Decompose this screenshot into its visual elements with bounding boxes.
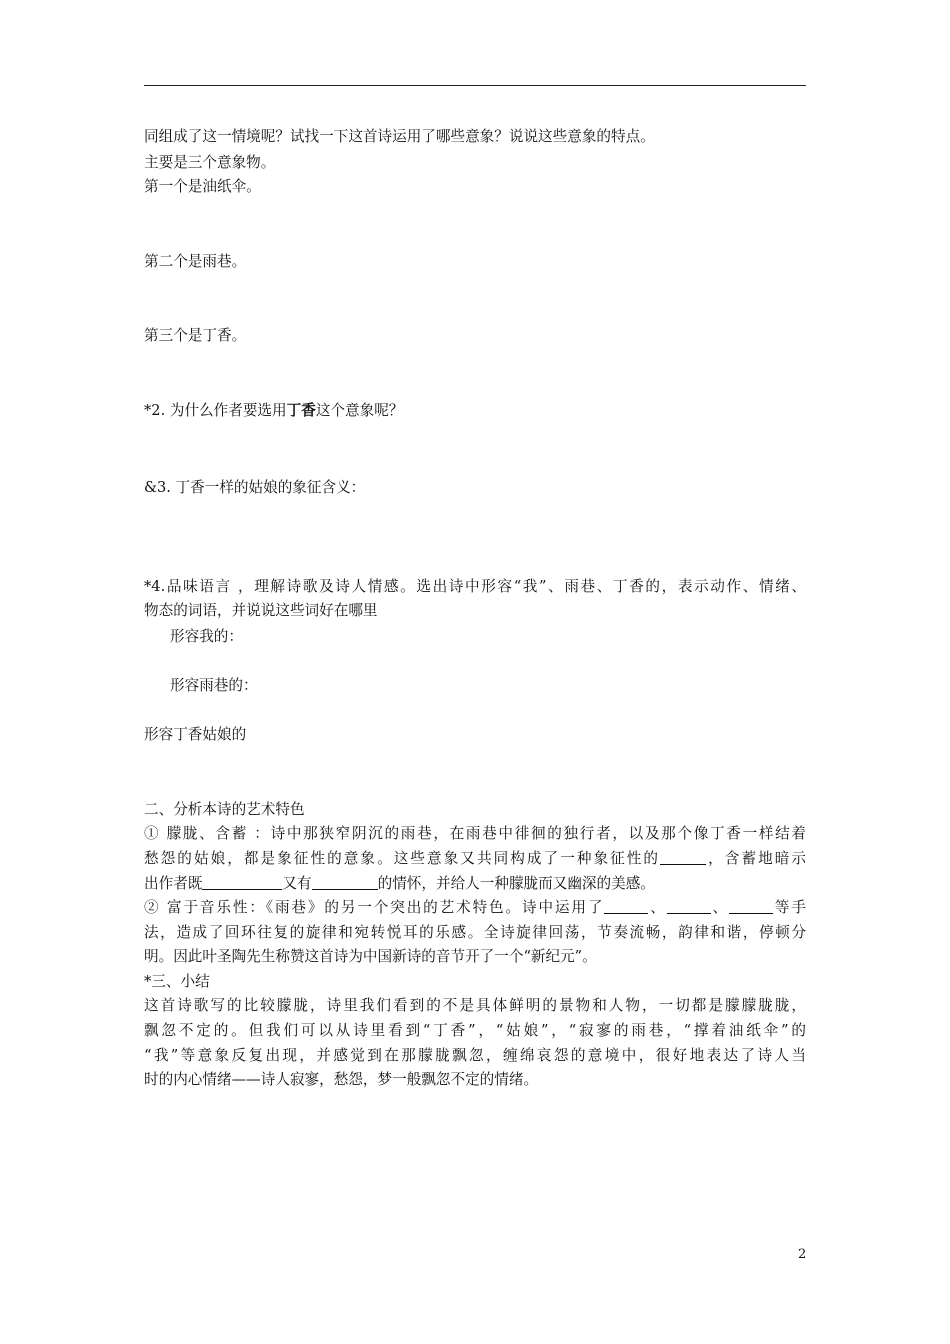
text-line-main: 主要是三个意象物。 [144,154,276,171]
describe-lilac-girl: 形容丁香姑娘的 [144,726,247,743]
para-1-line-2-text-b: ，含蓄地暗示 [706,850,806,867]
summary-line-1: 这首诗歌写的比较朦胧，诗里我们看到的不是具体鲜明的景物和人物，一切都是朦朦胧胧， [144,997,806,1014]
para-1-line-2 [144,849,806,869]
summary-line-3: “我”等意象反复出现，并感觉到在那朦胧飘忽，缠绵哀怨的意境中，很好地表达了诗人当 [144,1047,806,1064]
para-1-line-2-text-a: 愁怨的姑娘，都是象征性的意象。这些意象又共同构成了一种象征性的 [144,850,661,867]
para-2-line-1-sep-1: 、 [648,899,667,916]
question-2-part-a: *2. 为什么作者要选用 [144,402,287,419]
para-2-line-1-sep-2: 、 [710,899,730,916]
para-2-line-1-text-d: 等手 [773,899,806,916]
text-line-intro: 同组成了这一情境呢？试找一下这首诗运用了哪些意象？说说这些意象的特点。 [144,128,655,145]
fill-blank-3[interactable] [312,875,378,890]
para-2-line-3: 明。因此叶圣陶先生称赞这首诗为中国新诗的音节开了一个“新纪元”。 [144,948,597,965]
text-line-first: 第一个是油纸伞。 [144,178,261,195]
fill-blank-5[interactable] [667,899,711,914]
para-1-line-3-text-b: 又有 [282,875,312,892]
summary-line-4: 时的内心情绪——诗人寂寥，愁怨，梦一般飘忽不定的情绪。 [144,1071,539,1088]
para-2-line-2: 法，造成了回环往复的旋律和宛转悦耳的乐感。全诗旋律回荡，节奏流畅，韵律和谐，停顿分 [144,924,806,941]
page-number: 2 [798,1247,807,1262]
question-3: &3. 丁香一样的姑娘的象征含义： [144,479,366,496]
summary-line-2: 飘忽不定的。但我们可以从诗里看到“丁香”，“姑娘”，“寂寥的雨巷，“撑着油纸伞”的 [144,1022,806,1039]
fill-blank-1[interactable] [660,850,706,865]
para-1-line-3-text-a: 出作者既 [144,875,203,892]
para-2-line-1-text-a: ② 富于音乐性：《雨巷》的另一个突出的艺术特色。诗中运用了 [144,899,605,916]
fill-blank-2[interactable] [202,875,282,890]
text-line-third: 第三个是丁香。 [144,327,247,344]
question-2-keyword: 丁香 [286,402,316,419]
header-rule [144,85,806,86]
section-3-heading: *三、小结 [144,973,210,990]
para-2-line-1 [144,898,806,918]
describe-me: 形容我的： [170,628,243,645]
question-2 [144,401,403,421]
section-2-heading: 二、分析本诗的艺术特色 [144,801,305,818]
para-1-line-3 [144,874,655,894]
fill-blank-6[interactable] [729,899,773,914]
text-line-second: 第二个是雨巷。 [144,253,247,270]
para-1-line-3-text-c: 的情怀，并给人一种朦胧而又幽深的美感。 [377,875,655,892]
question-4-line-2: 物态的词语，并说说这些词好在哪里 [144,602,378,619]
question-2-part-c: 这个意象呢？ [315,402,404,419]
describe-lane: 形容雨巷的： [170,677,258,694]
question-4-line-1: *4.品味语言 ，理解诗歌及诗人情感。选出诗中形容“我”、雨巷、丁香的，表示动作、情绪、 [144,578,806,595]
para-1-line-1: ① 朦胧、含蓄 ：诗中那狭窄阴沉的雨巷，在雨巷中徘徊的独行者，以及那个像丁香一样结着 [144,825,806,842]
fill-blank-4[interactable] [604,899,648,914]
